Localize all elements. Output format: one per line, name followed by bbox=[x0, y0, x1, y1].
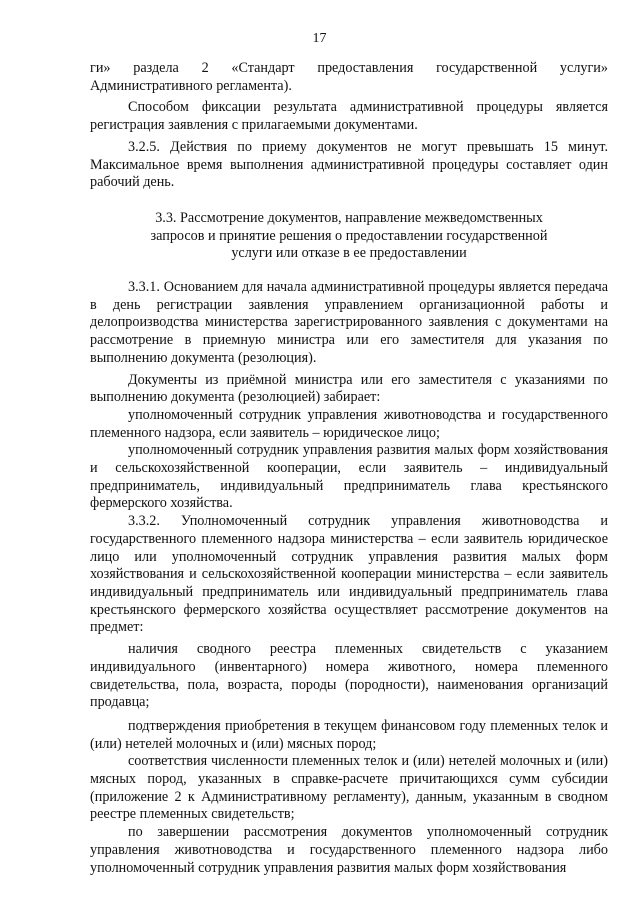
paragraph-breeding-registry: наличия сводного реестра племенных свидетельств с указанием индивидуального (инвентарного) номера животного, номера племенного свидетельства, пола, возраста, породы (породности), наименования организаций продавца; bbox=[90, 641, 608, 711]
paragraph-purchase-confirmation: подтверждения приобретения в текущем финансовом году племенных телок и (или) нетелей молочных и (или) мясных пород; bbox=[90, 717, 608, 752]
page-number: 17 bbox=[312, 31, 327, 46]
section-heading-3-3 bbox=[90, 210, 608, 263]
paragraph-fixation-method: Способом фиксации результата административной процедуры является регистрация заявления с прилагаемыми документами. bbox=[90, 99, 608, 134]
paragraph-3-3-1: 3.3.1. Основанием для начала административной процедуры является передача в день регистрации заявления управлением организационной работы и делопроизводства министерства зарегистрированного заявления с документами на рассмотрение в приемную министра или его заместителя для указания по выполнению документа (резолюция). bbox=[90, 279, 608, 366]
paragraph-review-completion: по завершении рассмотрения документов уполномоченный сотрудник управления животноводства и государственного племенного надзора либо уполномоченный сотрудник управления развития малых форм хозяйствования bbox=[90, 824, 608, 876]
document-body bbox=[90, 60, 608, 877]
paragraph-3-3-2: 3.3.2. Уполномоченный сотрудник управления животноводства и государственного племенного надзора министерства – если заявитель юридическое лицо или уполномоченный сотрудник управления развития малых форм хозяйствования и сельскохозяйственной кооперации министерства – если заявитель индивидуальный предприниматель или индивидуальный предприниматель глава крестьянского фермерского хозяйства осуществляет рассмотрение документов на предмет: bbox=[90, 513, 608, 636]
paragraph-continuation: ги» раздела 2 «Стандарт предоставления государственной услуги» Административного регламента). bbox=[90, 60, 608, 94]
paragraph-documents-from-reception: Документы из приёмной министра или его заместителя с указаниями по выполнению документа (резолюцией) забирает: bbox=[90, 371, 608, 406]
paragraph-livestock-officer: уполномоченный сотрудник управления животноводства и государственного племенного надзора, если заявитель – юридическое лицо; bbox=[90, 406, 608, 441]
paragraph-livestock-count: соответствия численности племенных телок и (или) нетелей молочных и (или) мясных пород, указанных в справке-расчете причитающихся сумм субсидии (приложение 2 к Административному регламенту), данным, указанным в сводном реестре племенных свидетельств; bbox=[90, 753, 608, 823]
paragraph-3-2-5: 3.2.5. Действия по приему документов не могут превышать 15 минут. Максимальное время выполнения административной процедуры составляет один рабочий день. bbox=[90, 138, 608, 191]
paragraph-small-farms-officer: уполномоченный сотрудник управления развития малых форм хозяйствования и сельскохозяйственной кооперации, если заявитель – индивидуальный предприниматель, индивидуальный предприниматель глава крестьянского фермерского хозяйства. bbox=[90, 442, 608, 512]
heading-line: услуги или отказе в ее предоставлении bbox=[231, 245, 467, 262]
heading-line: запросов и принятие решения о предоставлении государственной bbox=[150, 227, 548, 244]
heading-line: 3.3. Рассмотрение документов, направление межведомственных bbox=[155, 209, 543, 226]
